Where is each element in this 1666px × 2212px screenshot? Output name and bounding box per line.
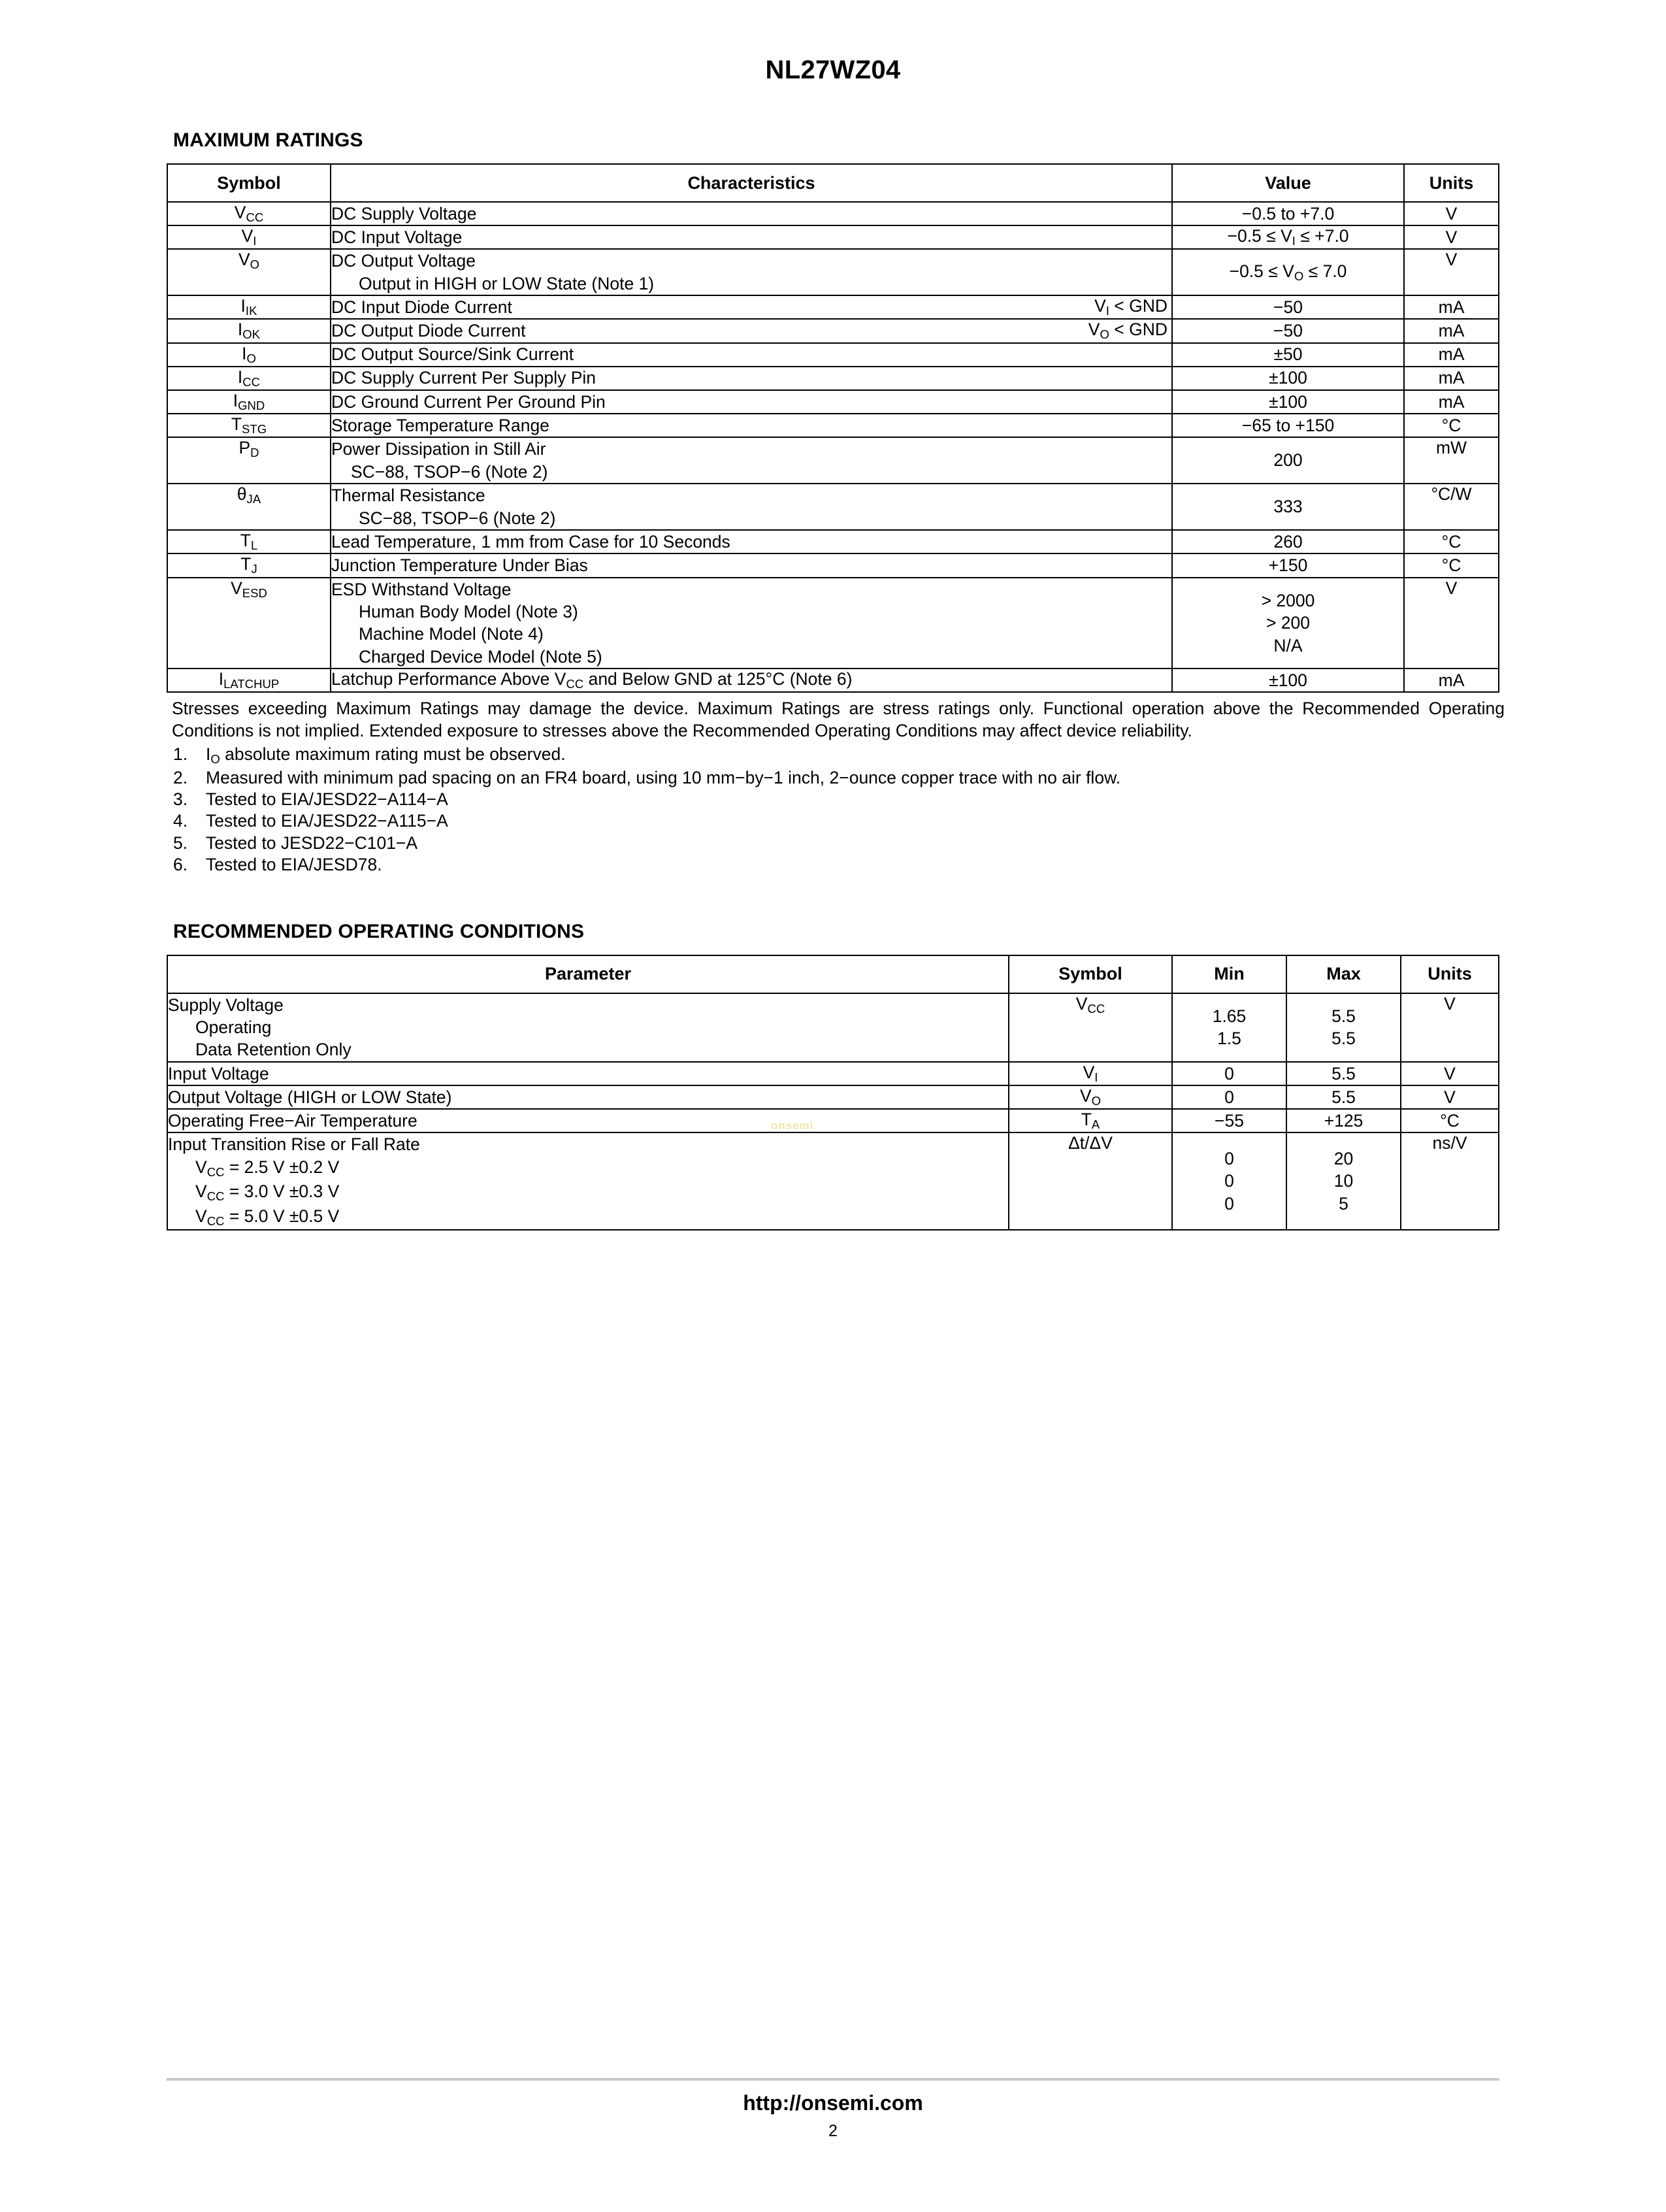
symbol-subscript: I (1094, 1070, 1098, 1085)
row-parameter-line2: Operating (195, 1017, 272, 1038)
row-parameter: Input Voltage (167, 1062, 1009, 1085)
row-symbol (167, 390, 331, 414)
row-characteristics: Storage Temperature Range (331, 414, 1172, 437)
symbol-subscript: A (1091, 1117, 1100, 1132)
row-units: mW (1404, 437, 1499, 484)
footer-divider (167, 2078, 1499, 2081)
row-characteristics: DC Ground Current Per Ground Pin (331, 390, 1172, 414)
row-parameter: Operating Free−Air Temperature (167, 1109, 1009, 1132)
note-text: Tested to EIA/JESD78. (206, 855, 382, 875)
row-max-line2: 10 (1333, 1171, 1354, 1191)
row-max-line3: 5 (1339, 1193, 1348, 1213)
symbol-base: T (1081, 1110, 1092, 1130)
note-number: 6. (173, 855, 188, 875)
row-units: ns/V (1401, 1132, 1499, 1229)
row-condition: $V_I$ < GND (1094, 296, 1168, 318)
row-characteristics (331, 249, 1172, 295)
row-value: $-0.5 \le V_I \le +7.0$ (1172, 225, 1404, 249)
table-row (167, 993, 1499, 1062)
row-characteristics-line1: DC Output Voltage (331, 251, 476, 271)
row-characteristics (331, 437, 1172, 484)
note-text: $I_O$ absolute maximum rating must be observed. (206, 744, 566, 767)
row-units: °C (1401, 1109, 1499, 1132)
maximum-ratings-heading: MAXIMUM RATINGS (173, 129, 363, 151)
symbol-base: I (242, 343, 247, 363)
row-units: V (1404, 578, 1499, 669)
row-characteristics: Lead Temperature, 1 mm from Case for 10 Seconds (331, 530, 1172, 553)
row-min (1172, 993, 1286, 1062)
column-header-value: Value (1172, 164, 1404, 202)
column-header-units: Units (1401, 955, 1499, 993)
row-parameter-line1: Input Transition Rise or Fall Rate (168, 1134, 420, 1155)
table-row (167, 414, 1499, 437)
symbol-subscript: LATCHUP (223, 677, 280, 691)
row-characteristics-line2: SC−88, TSOP−6 (Note 2) (359, 508, 556, 528)
note-item (172, 744, 1505, 767)
symbol-subscript: O (246, 351, 256, 365)
table-row (167, 578, 1499, 669)
row-min-line2: 0 (1224, 1171, 1234, 1191)
row-characteristics: DC Input Voltage (331, 225, 1172, 249)
note-number: 2. (173, 767, 188, 787)
row-min: 0 (1172, 1062, 1286, 1085)
row-parameter-line1: Supply Voltage (168, 995, 284, 1015)
column-header-units: Units (1404, 164, 1499, 202)
row-characteristics (331, 319, 1172, 342)
note-item (172, 854, 1505, 876)
note-text: Measured with minimum pad spacing on an FR4 board, using 10 mm−by−1 inch, 2−ounce copper trace with no air flow. (206, 767, 1121, 787)
row-max-line1: 20 (1333, 1148, 1354, 1168)
recommended-operating-conditions-table (167, 955, 1499, 1230)
column-header-parameter: Parameter (167, 955, 1009, 993)
table-row (167, 390, 1499, 414)
column-header-characteristics: Characteristics (331, 164, 1172, 202)
row-value: 200 (1172, 437, 1404, 484)
row-max (1286, 993, 1401, 1062)
row-units: °C (1404, 414, 1499, 437)
row-units: mA (1404, 367, 1499, 390)
row-min: −55 (1172, 1109, 1286, 1132)
row-symbol (1009, 1109, 1172, 1132)
row-characteristics-line2: Human Body Model (Note 3) (359, 601, 578, 621)
row-value: −50 (1172, 295, 1404, 319)
row-characteristics: DC Output Source/Sink Current (331, 343, 1172, 367)
row-value-line2: > 200 (1266, 613, 1311, 633)
row-min: 0 (1172, 1085, 1286, 1109)
symbol-base: V (1083, 1062, 1095, 1082)
note-number: 4. (173, 811, 188, 831)
row-units: V (1404, 249, 1499, 295)
row-symbol (167, 343, 331, 367)
symbol-subscript: JA (246, 492, 261, 506)
row-max: 5.5 (1286, 1085, 1401, 1109)
row-value: ±100 (1172, 367, 1404, 390)
symbol-base: I (218, 669, 224, 689)
table-row (167, 669, 1499, 692)
table-row (167, 437, 1499, 484)
symbol-subscript: J (251, 562, 257, 576)
row-characteristics (331, 484, 1172, 530)
footer-url[interactable]: http://onsemi.com (743, 2091, 923, 2115)
row-characteristics-line1: ESD Withstand Voltage (331, 579, 512, 599)
row-value: −50 (1172, 319, 1404, 342)
row-units: °C (1404, 530, 1499, 553)
symbol-base: I (237, 367, 243, 387)
table-row (167, 249, 1499, 295)
row-parameter (167, 1132, 1009, 1229)
row-symbol (167, 202, 331, 225)
symbol-subscript: IK (245, 304, 257, 318)
recommended-operating-conditions-heading: RECOMMENDED OPERATING CONDITIONS (173, 920, 585, 942)
row-value: ±50 (1172, 343, 1404, 367)
symbol-base: θ (237, 484, 247, 504)
note-text: Tested to JESD22−C101−A (206, 833, 418, 853)
row-symbol (167, 367, 331, 390)
row-symbol (167, 484, 331, 530)
symbol-subscript: CC (242, 375, 261, 389)
row-value: −65 to +150 (1172, 414, 1404, 437)
row-min-line1: 0 (1224, 1148, 1234, 1168)
row-symbol (1009, 1062, 1172, 1085)
symbol-subscript: CC (1087, 1001, 1105, 1015)
row-value: $-0.5 \le V_O \le 7.0$ (1172, 249, 1404, 295)
table-row (167, 319, 1499, 342)
table-row (167, 530, 1499, 553)
note-item (172, 767, 1505, 789)
symbol-base: I (240, 296, 246, 316)
row-units: mA (1404, 319, 1499, 342)
symbol-subscript: GND (238, 399, 265, 413)
row-min-line2: 1.5 (1217, 1029, 1241, 1049)
row-value: ±100 (1172, 390, 1404, 414)
symbol-base: P (238, 438, 251, 458)
row-parameter-line3: Data Retention Only (195, 1040, 351, 1060)
column-header-symbol: Symbol (167, 164, 331, 202)
symbol-base: V (238, 250, 250, 270)
page-content (167, 129, 1505, 1230)
table-row (167, 1132, 1499, 1229)
table-row (167, 1062, 1499, 1085)
note-text: Tested to EIA/JESD22−A115−A (206, 811, 448, 831)
row-value-line1: > 2000 (1261, 590, 1315, 610)
row-symbol (167, 295, 331, 319)
symbol-base: V (234, 203, 246, 222)
symbol-subscript: D (250, 446, 259, 460)
table-row (167, 484, 1499, 530)
table-row (167, 367, 1499, 390)
symbol-subscript: I (253, 234, 257, 248)
table-row (167, 295, 1499, 319)
row-characteristics: Latchup Performance Above $V_{CC}$ and Below GND at 125°C (Note 6) (331, 669, 1172, 692)
table-header-row (167, 955, 1499, 993)
row-units: mA (1404, 390, 1499, 414)
row-units: V (1404, 202, 1499, 225)
row-min-line1: 1.65 (1212, 1006, 1247, 1026)
table-row (167, 1109, 1499, 1132)
row-symbol (167, 249, 331, 295)
row-characteristics-line2: SC−88, TSOP−6 (Note 2) (351, 461, 548, 482)
notes-list (172, 744, 1505, 876)
row-max (1286, 1132, 1401, 1229)
row-units: mA (1404, 295, 1499, 319)
maximum-ratings-table (167, 163, 1499, 693)
row-max: +125 (1286, 1109, 1401, 1132)
note-number: 1. (173, 744, 188, 765)
table-row (167, 553, 1499, 577)
row-parameter-line4: $V_{CC} = 5.0$ V ±0.5 V (195, 1206, 340, 1228)
row-max-line2: 5.5 (1331, 1029, 1356, 1049)
table-row (167, 202, 1499, 225)
row-characteristics: DC Supply Current Per Supply Pin (331, 367, 1172, 390)
watermark: onsemi (771, 1119, 814, 1132)
row-parameter-line3: $V_{CC} = 3.0$ V ±0.3 V (195, 1181, 340, 1204)
symbol-base: T (231, 414, 242, 435)
row-units: V (1401, 1085, 1499, 1109)
table-row (167, 343, 1499, 367)
row-characteristics (331, 295, 1172, 319)
row-symbol (167, 578, 331, 669)
symbol-base: T (240, 554, 252, 574)
symbol-subscript: OK (242, 327, 261, 342)
symbol-base: V (1075, 993, 1088, 1014)
row-units: V (1401, 1062, 1499, 1085)
row-characteristics-text: DC Input Diode Current (331, 297, 512, 317)
note-item (172, 810, 1505, 832)
row-symbol (167, 530, 331, 553)
symbol-subscript: L (250, 538, 258, 553)
note-number: 5. (173, 833, 188, 853)
ratings-disclaimer: Stresses exceeding Maximum Ratings may damage the device. Maximum Ratings are stress ratings only. Functional operation above the Recommended Operating Conditions is not implied. Extended exposure to stresses above the Recommended Operating Conditions may affect device reliability. (172, 699, 1505, 740)
symbol-base: V (231, 578, 242, 598)
row-value (1172, 578, 1404, 669)
column-header-symbol: Symbol (1009, 955, 1172, 993)
row-symbol (1009, 1085, 1172, 1109)
table-row (167, 1085, 1499, 1109)
row-min (1172, 1132, 1286, 1229)
row-characteristics: Junction Temperature Under Bias (331, 553, 1172, 577)
symbol-base: I (237, 320, 243, 340)
row-symbol (1009, 993, 1172, 1062)
row-condition: $V_O$ < GND (1088, 320, 1168, 342)
symbol-base: I (233, 391, 238, 410)
row-min-line3: 0 (1224, 1193, 1234, 1213)
footer-page-number: 2 (828, 2122, 838, 2140)
row-characteristics-line1: Thermal Resistance (331, 486, 485, 506)
row-units: mA (1404, 669, 1499, 692)
row-characteristics-line2: Output in HIGH or LOW State (Note 1) (359, 273, 655, 293)
row-parameter (167, 993, 1009, 1062)
row-symbol (167, 319, 331, 342)
row-parameter: Output Voltage (HIGH or LOW State) (167, 1085, 1009, 1109)
symbol-subscript: STG (242, 422, 267, 437)
row-units: °C/W (1404, 484, 1499, 530)
table-row (167, 225, 1499, 249)
row-units: °C (1404, 553, 1499, 577)
column-header-min: Min (1172, 955, 1286, 993)
note-item (172, 789, 1505, 810)
row-units: mA (1404, 343, 1499, 367)
symbol-subscript: CC (246, 210, 264, 225)
row-characteristics (331, 578, 1172, 669)
note-number: 3. (173, 789, 188, 810)
symbol-base: V (241, 226, 253, 246)
symbol-subscript: O (1091, 1094, 1102, 1108)
datasheet-page (0, 56, 1666, 2212)
row-parameter-line2: $V_{CC} = 2.5$ V ±0.2 V (195, 1157, 340, 1180)
column-header-max: Max (1286, 955, 1401, 993)
row-units: V (1404, 225, 1499, 249)
row-value: +150 (1172, 553, 1404, 577)
row-symbol (167, 669, 331, 692)
row-symbol: Δt/ΔV (1009, 1132, 1172, 1229)
row-max-line1: 5.5 (1331, 1006, 1356, 1026)
row-symbol (167, 414, 331, 437)
symbol-base: T (240, 531, 251, 551)
row-value-line3: N/A (1273, 635, 1303, 655)
table-header-row (167, 164, 1499, 202)
maximum-ratings-notes (172, 698, 1505, 876)
symbol-subscript: ESD (242, 586, 267, 600)
row-characteristics: DC Supply Voltage (331, 202, 1172, 225)
row-characteristics-line1: Power Dissipation in Still Air (331, 439, 546, 459)
row-units: V (1401, 993, 1499, 1062)
row-symbol (167, 225, 331, 249)
symbol-base: V (1079, 1086, 1092, 1106)
row-value: −0.5 to +7.0 (1172, 202, 1404, 225)
note-text: Tested to EIA/JESD22−A114−A (206, 789, 448, 810)
row-value: 333 (1172, 484, 1404, 530)
symbol-subscript: O (250, 257, 260, 272)
row-characteristics-text: DC Output Diode Current (331, 321, 526, 341)
row-max: 5.5 (1286, 1062, 1401, 1085)
row-symbol (167, 437, 331, 484)
row-value: ±100 (1172, 669, 1404, 692)
row-characteristics-line4: Charged Device Model (Note 5) (359, 646, 602, 667)
page-title: NL27WZ04 (765, 56, 901, 84)
row-symbol (167, 553, 331, 577)
row-characteristics-line3: Machine Model (Note 4) (359, 624, 544, 644)
row-value: 260 (1172, 530, 1404, 553)
note-item (172, 833, 1505, 854)
